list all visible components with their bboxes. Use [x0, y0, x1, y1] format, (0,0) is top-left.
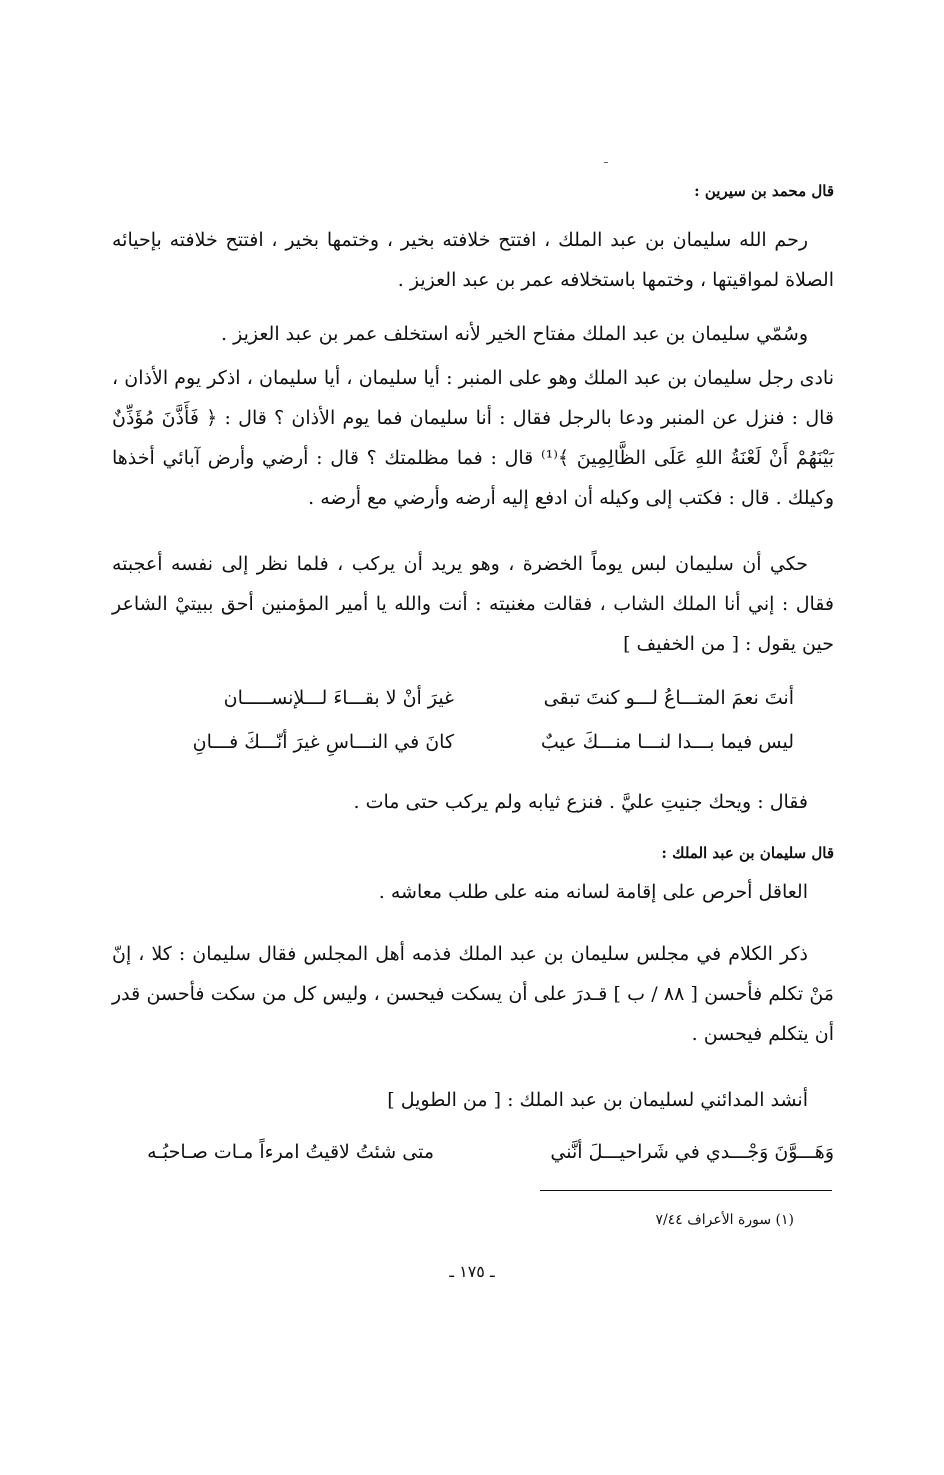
verse-first-hemistich: ليس فيما بـــدا لنـــا منـــكَ عيبٌ: [540, 731, 794, 753]
paragraph-ibn-sirin-quote: رحم الله سليمان بن عبد الملك ، افتتح خلافته بخير ، وختمها بخير ، افتتح خلافته بإحيائه الصلاة لمواقيتها ، وختمها باستخلافه عمر بن عبد العزيز .: [112, 229, 834, 291]
paragraph-key-of-good: وسُمّي سليمان بن عبد الملك مفتاح الخير لأنه استخلف عمر بن عبد العزيز .: [221, 323, 808, 345]
paragraph-speech-and-silence: ذكر الكلام في مجلس سليمان بن عبد الملك فذمه أهل المجلس فقال سليمان : كلا ، إنّ مَنْ تكلم فأحسن [ ٨٨ / ب ] قـدرَ على أن يسكت فيحسن ، وليس كل من سكت فأحسن قدر أن يتكلم فيحسن .: [112, 943, 834, 1045]
page-number: ـ ١٧٥ ـ: [449, 1262, 495, 1281]
paragraph-madaini-recital: أنشد المدائني لسليمان بن عبد الملك : [ من الطويل ]: [387, 1089, 808, 1111]
paragraph-green-garment: حكي أن سليمان لبس يوماً الخضرة ، وهو يريد أن يركب ، فلما نظر إلى نفسه أعجبته فقال : إني أنا الملك الشاب ، فقالت مغنيته : أنت والله يا أمير المؤمنين أحق ببيتيْ الشاعر حين يقول : [ من الخفيف ]: [112, 553, 834, 655]
paragraph-wise-man: العاقل أحرص على إقامة لسانه منه على طلب معاشه .: [378, 881, 808, 903]
section-heading-ibn-sirin: قال محمد بن سيرين :: [694, 182, 834, 200]
poem-verse-3: [112, 1134, 834, 1170]
paragraph-you-harmed-me: فقال : ويحك جنيتِ عليَّ . فنزع ثيابه ولم يركب حتى مات .: [353, 791, 808, 813]
footnote-divider: [540, 1190, 832, 1191]
verse-second-hemistich: كانَ في النـــاسِ غيرَ أنّـــكَ فـــانِ: [192, 731, 454, 753]
verse-first-hemistich: وَهَـــوَّنَ وَجْـــدي في شَراحيـــلَ أنَّني: [550, 1141, 834, 1163]
verse-first-hemistich: أنتَ نعمَ المتـــاعُ لـــو كنتَ تبقى: [543, 687, 794, 709]
verse-second-hemistich: غيرَ أنْ لا بقـــاءَ لـــلإنســـــان: [223, 687, 454, 709]
paragraph-day-of-adhan: نادى رجل سليمان بن عبد الملك وهو على المنبر : أيا سليمان ، أيا سليمان ، اذكر يوم الأذان ، قال : فنزل عن المنبر ودعا بالرجل فقال : أنا سليمان فما يوم الأذان ؟ قال : ﴿ فَأَذَّنَ مُؤَذِّنٌ بَيْنَهُمْ أَنْ لَعْنَةُ اللهِ عَلَى الظَّالِمِينَ ﴾⁽¹⁾ قال : فما مظلمتك ؟ قال : أرضي وأرض آبائي أخذها وكيلك . قال : فكتب إلى وكيله أن ادفع إليه أرضه وأرضي مع أرضه .: [112, 367, 834, 509]
verse-second-hemistich: متى شئتُ لاقيتُ امرءاً مـات صـاحبُـه: [147, 1141, 434, 1163]
footnote: (١) سورة الأعراف ٧/٤٤: [655, 1212, 794, 1228]
poem-verse-1: [154, 680, 794, 716]
poem-verse-2: [154, 724, 794, 760]
scan-speck: [604, 162, 608, 163]
section-heading-suleiman: قال سليمان بن عبد الملك :: [661, 844, 834, 862]
